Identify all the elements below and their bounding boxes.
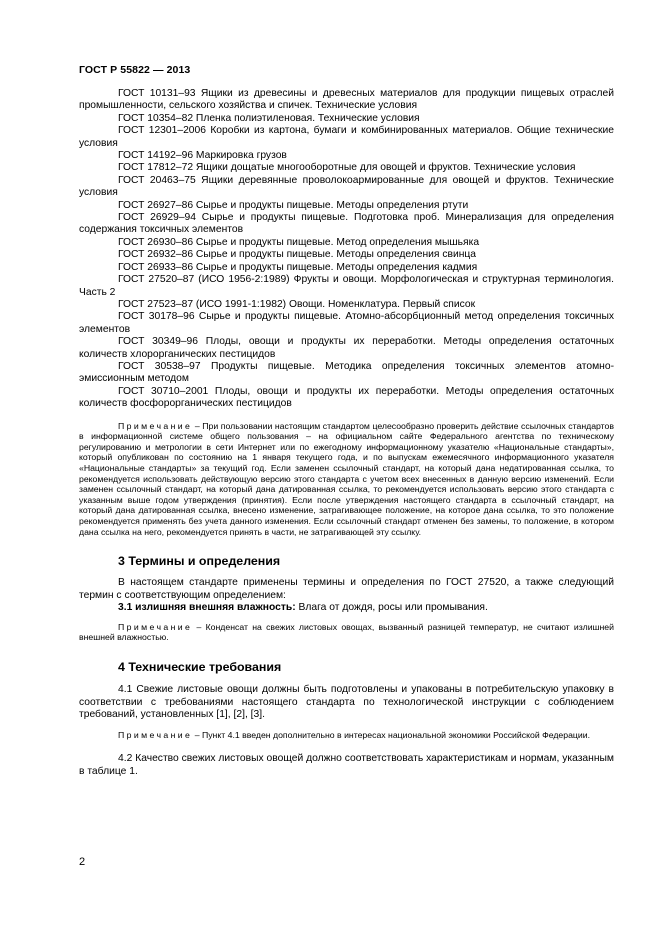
- reference-item: ГОСТ 27520–87 (ИСО 1956-2:1989) Фрукты и овощи. Морфологическая и структурная терминология. Часть 2: [79, 274, 614, 298]
- reference-item: ГОСТ 30349–96 Плоды, овощи и продукты их переработки. Методы определения остаточных количеств хлорорганических пестицидов: [79, 336, 614, 360]
- reference-item: ГОСТ 26932–86 Сырье и продукты пищевые. Методы определения свинца: [118, 249, 477, 261]
- reference-item: ГОСТ 30538–97 Продукты пищевые. Методика определения токсичных элементов атомно-эмиссионным методом: [79, 360, 614, 385]
- reference-item: ГОСТ 20463–75 Ящики деревянные проволокоармированные для овощей и фруктов. Технические условия: [79, 174, 614, 199]
- reference-item: ГОСТ 26930–86 Сырье и продукты пищевые. Метод определения мышьяка: [118, 236, 480, 248]
- reference-item: ГОСТ 27523–87 (ИСО 1991-1:1982) Овощи. Номенклатура. Первый список: [118, 298, 476, 310]
- page-number: 2: [79, 856, 86, 868]
- reference-item: ГОСТ 17812–72 Ящики дощатые многооборотные для овощей и фруктов. Технические условия: [118, 162, 576, 174]
- section-3-intro: В настоящем стандарте применены термины и определения по ГОСТ 27520, а также следующий термин с соответствующим определением:: [79, 577, 614, 601]
- normative-references-list: [79, 88, 614, 411]
- clause-4-1: 4.1 Свежие листовые овощи должны быть подготовлены и упакованы в потребительскую упаковку в соответствии с требованиями настоящего стандарта по технологической инструкции с соблюдением требований, установленных [1], [2], [3].: [79, 684, 614, 721]
- clause-4-2: 4.2 Качество свежих листовых овощей должно соответствовать характеристикам и нормам, указанным в таблице 1.: [79, 753, 614, 778]
- reference-item: ГОСТ 26927–86 Сырье и продукты пищевые. Методы определения ртути: [118, 199, 469, 211]
- note-label: Примечание: [118, 729, 193, 740]
- section-4-note: [79, 730, 614, 741]
- term-definition-text: Влага от дождя, росы или промывания.: [295, 602, 488, 614]
- reference-item: ГОСТ 30710–2001 Плоды, овощи и продукты их переработки. Методы определения остаточных количеств фосфорорганических пестицидов: [79, 385, 614, 410]
- reference-item: ГОСТ 10131–93 Ящики из древесины и древесных материалов для продукции пищевых отраслей промышленности, сельского хозяйства и спичек. Технические условия: [79, 88, 614, 112]
- section-3-note: [79, 622, 614, 643]
- note-text: – Пункт 4.1 введен дополнительно в интересах национальной экономики Российской Федерации.: [194, 729, 591, 740]
- note-label: Примечание: [118, 621, 193, 632]
- reference-item: ГОСТ 30178–96 Сырье и продукты пищевые. Атомно-абсорбционный метод определения токсичных элементов: [79, 311, 614, 335]
- term-name: 3.1 излишняя внешняя влажность:: [118, 602, 296, 614]
- reference-item: ГОСТ 14192–96 Маркировка грузов: [118, 150, 287, 162]
- section-4-heading: 4 Технические требования: [118, 660, 282, 675]
- reference-item: ГОСТ 10354–82 Пленка полиэтиленовая. Технические условия: [118, 112, 420, 124]
- reference-item: ГОСТ 26933–86 Сырье и продукты пищевые. Методы определения кадмия: [118, 261, 478, 273]
- section-3-heading: 3 Термины и определения: [118, 554, 281, 569]
- reference-item: ГОСТ 12301–2006 Коробки из картона, бумаги и комбинированных материалов. Общие технические условия: [79, 125, 614, 149]
- reference-item: ГОСТ 26929–94 Сырье и продукты пищевые. Подготовка проб. Минерализация для определения содержания токсичных элементов: [79, 212, 614, 236]
- standard-header: ГОСТ Р 55822 — 2013: [79, 64, 191, 76]
- references-note: [79, 421, 614, 538]
- term-definition: [79, 602, 614, 615]
- note-label: Примечание: [118, 420, 193, 431]
- note-text: – Конденсат на свежих листовых овощах, вызванный разницей температур, не считают излишней внешней влажностью.: [79, 621, 614, 643]
- page-body: [79, 88, 614, 779]
- note-text: – При пользовании настоящим стандартом целесообразно проверить действие ссылочных стандартов в информационной системе общего пользования – на официальном сайте Федерального агентства по техническому регулированию и метрологии в сети Интернет или по ежегодному информационному указателю «Национальные стандарты», который опубликован по состоянию на 1 января текущего года, и по выпускам ежемесячного информационного указателя «Национальные стандарты» за текущий год. Если заменен ссылочный стандарт, на который дана недатированная ссылка, то рекомендуется использовать действующую версию этого стандарта с учетом всех внесенных в данную версию изменений. Если заменен ссылочный стандарт, на который дана датированная ссылка, то рекомендуется использовать версию этого стандарта с указанным выше годом утверждения (принятия). Если после утверждения настоящего стандарта в ссылочный стандарт, на который дана датированная ссылка, внесено изменение, затрагивающее положение, на которое дана ссылка, то это положение рекомендуется применять без учета данного изменения. Если ссылочный стандарт отменен без замены, то положение, в котором дана ссылка на него, рекомендуется принять в части, не затрагивающей эту ссылку.: [79, 420, 614, 537]
